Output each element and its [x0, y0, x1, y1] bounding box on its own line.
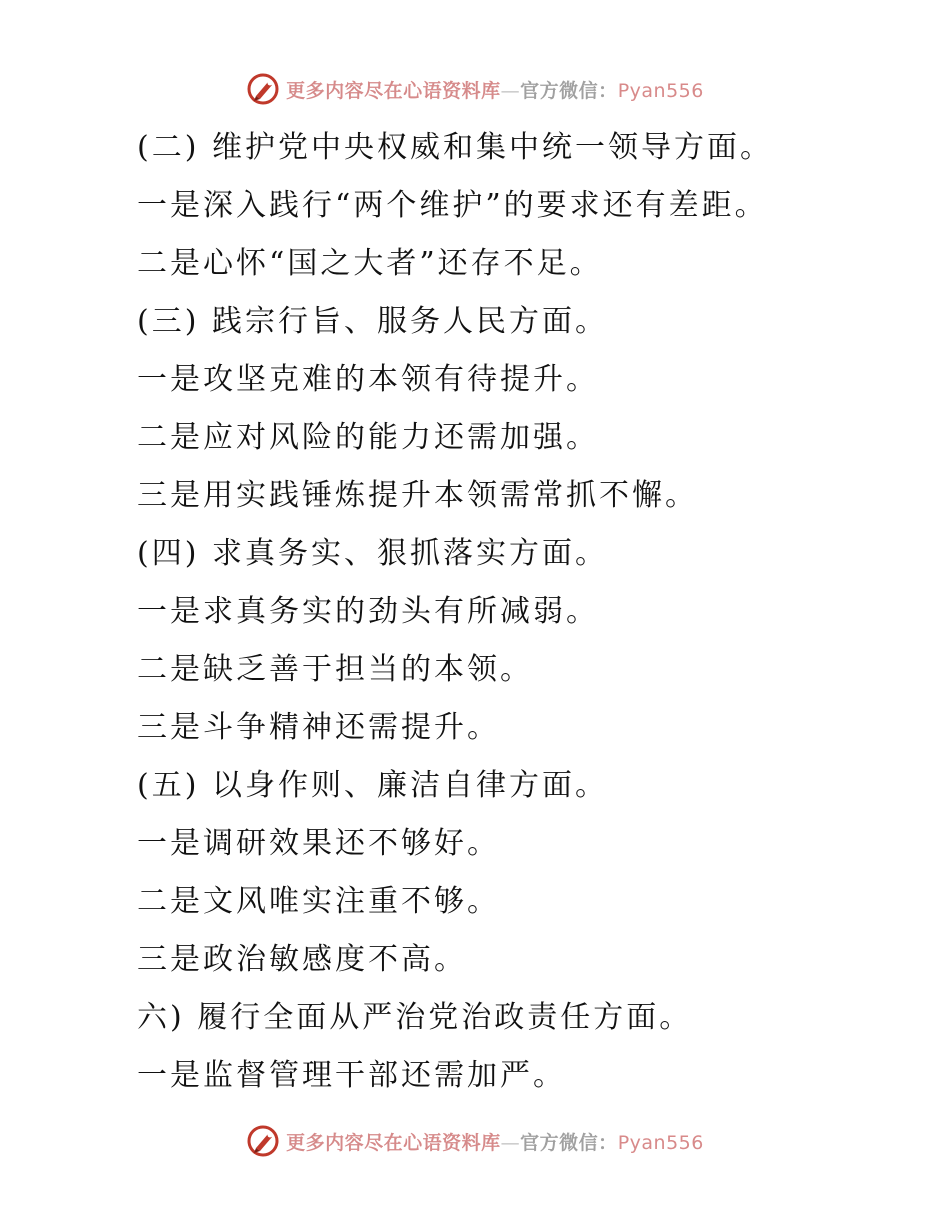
section-heading-5: (五) 以身作则、廉洁自律方面。 — [137, 768, 608, 803]
section-heading-6: 六) 履行全面从严治党治政责任方面。 — [137, 1000, 693, 1035]
text-line: 二是文风唯实注重不够。 — [137, 884, 500, 919]
watermark-brand: 更多内容尽在心语资料库 — [286, 1131, 501, 1154]
section-heading-3: (三) 践宗行旨、服务人民方面。 — [137, 304, 608, 339]
watermark-label: 官方微信： — [520, 1131, 618, 1154]
watermark-dash: — — [500, 79, 521, 102]
document-body — [137, 119, 927, 1105]
footer-watermark — [0, 1124, 950, 1158]
section-heading-4: (四) 求真务实、狠抓落实方面。 — [137, 536, 608, 571]
text-line: 二是应对风险的能力还需加强。 — [137, 420, 599, 455]
watermark-dash: — — [500, 1131, 521, 1154]
text-line: 一是攻坚克难的本领有待提升。 — [137, 362, 599, 397]
pen-logo-icon — [246, 72, 280, 106]
text-line: 一是深入践行“两个维护”的要求还有差距。 — [137, 188, 768, 223]
text-line: 三是用实践锤炼提升本领需常抓不懈。 — [137, 478, 698, 513]
section-heading-2: (二) 维护党中央权威和集中统一领导方面。 — [137, 130, 773, 165]
text-line: 一是调研效果还不够好。 — [137, 826, 500, 861]
text-line: 二是缺乏善于担当的本领。 — [137, 652, 533, 687]
text-line: 三是斗争精神还需提升。 — [137, 710, 500, 745]
text-line: 三是政治敏感度不高。 — [137, 942, 467, 977]
text-line: 二是心怀“国之大者”还存不足。 — [137, 246, 603, 281]
text-line: 一是监督管理干部还需加严。 — [137, 1058, 566, 1093]
header-watermark — [0, 72, 950, 106]
watermark-wechat-id: Pyan556 — [617, 1131, 704, 1154]
watermark-wechat-id: Pyan556 — [617, 79, 704, 102]
pen-logo-icon — [246, 1124, 280, 1158]
watermark-label: 官方微信： — [520, 79, 618, 102]
text-line: 一是求真务实的劲头有所减弱。 — [137, 594, 599, 629]
watermark-brand: 更多内容尽在心语资料库 — [286, 79, 501, 102]
